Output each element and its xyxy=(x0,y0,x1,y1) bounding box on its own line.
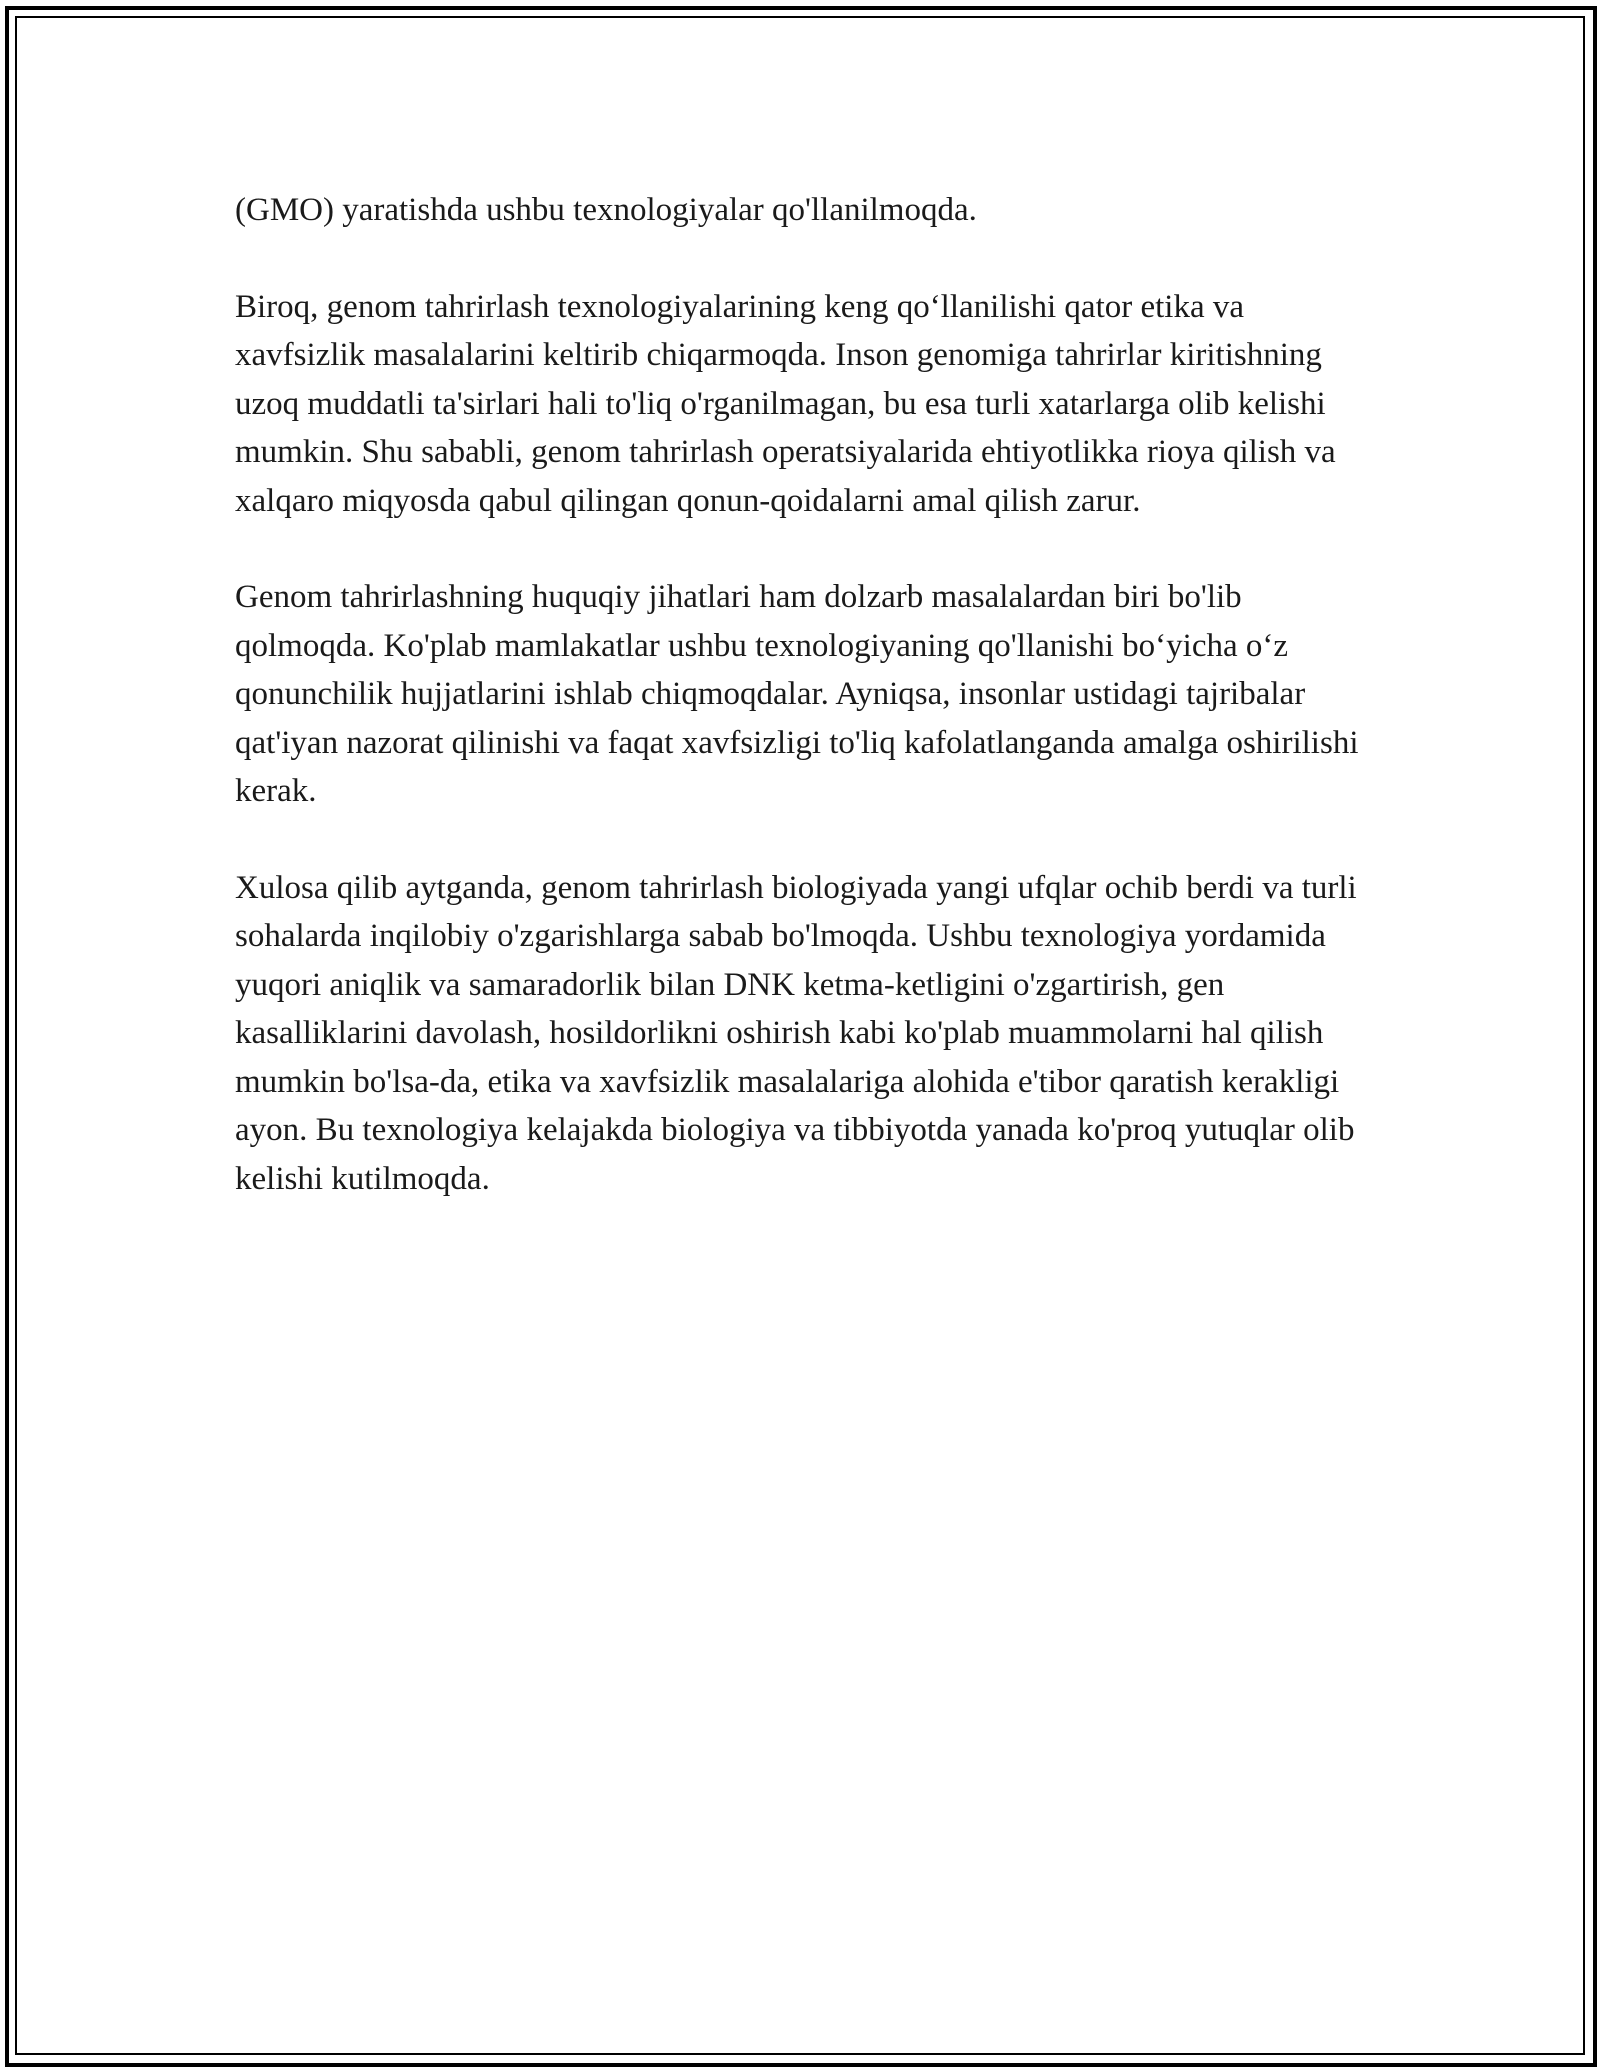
document-body xyxy=(235,186,1375,1251)
paragraph-conclusion: Xulosa qilib aytganda, genom tahrirlash biologiyada yangi ufqlar ochib berdi va turli sohalarda inqilobiy o'zgarishlarga sabab bo'lmoqda. Ushbu texnologiya yordamida yuqori aniqlik va samaradorlik bilan DNK ketma-ketligini o'zgartirish, gen kasalliklarini davolash, hosildorlikni oshirish kabi ko'plab muammolarni hal qilish mumkin bo'lsa-da, etika va xavfsizlik masalalariga alohida e'tibor qaratish kerakligi ayon. Bu texnologiya kelajakda biologiya va tibbiyotda yanada ko'proq yutuqlar olib kelishi kutilmoqda. xyxy=(235,869,1357,1197)
paragraph-ethics-safety: Biroq, genom tahrirlash texnologiyalarining keng qo‘llanilishi qator etika va xavfsizlik masalalarini keltirib chiqarmoqda. Inson genomiga tahrirlar kiritishning uzoq muddatli ta'sirlari hali to'liq o'rganilmagan, bu esa turli xatarlarga olib kelishi mumkin. Shu sababli, genom tahrirlash operatsiyalarida ehtiyotlikka rioya qilish va xalqaro miqyosda qabul qilingan qonun-qoidalarni amal qilish zarur. xyxy=(235,288,1336,519)
paragraph-gmo-continuation: (GMO) yaratishda ushbu texnologiyalar qo'llanilmoqda. xyxy=(235,192,977,228)
paragraph-legal-aspects: Genom tahrirlashning huquqiy jihatlari ham dolzarb masalalardan biri bo'lib qolmoqda. Ko'plab mamlakatlar ushbu texnologiyaning qo'llanishi bo‘yicha o‘z qonunchilik hujjatlarini ishlab chiqmoqdalar. Ayniqsa, insonlar ustidagi tajribalar qat'iyan nazorat qilinishi va faqat xavfsizligi to'liq kafolatlanganda amalga oshirilishi kerak. xyxy=(235,579,1359,809)
